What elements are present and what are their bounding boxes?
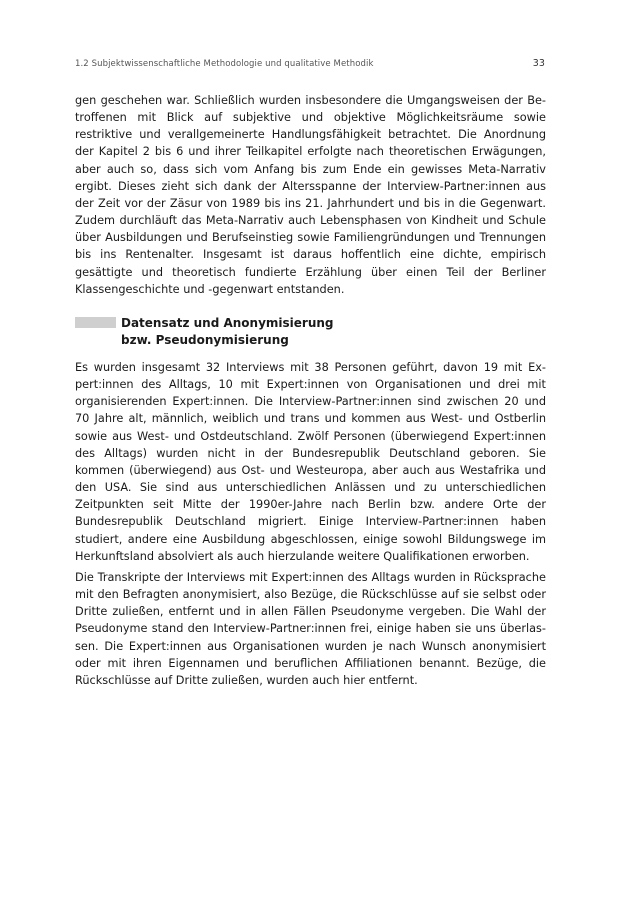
running-title: 1.2 Subjektwissenschaftliche Methodologie und qualitative Methodik — [75, 59, 374, 69]
section-title-line-1: Datensatz und Anonymisierung — [121, 316, 334, 330]
section-title-line-2: bzw. Pseudonymisierung — [121, 333, 289, 347]
section-title — [121, 315, 334, 349]
running-header — [75, 59, 545, 69]
section-marker-bar — [75, 317, 116, 328]
paragraph-dataset: Es wurden insgesamt 32 Interviews mit 38 Personen geführt, davon 19 mit Expert:innen des Alltags, 10 mit Expert:innen von Organisationen und drei mit organisierenden Expert:innen. Die Interview-Partner:innen sind zwischen 20 und 70 Jahre alt, männlich, weiblich und trans und kommen aus West- und Ostberlin sowie aus West- und Ostdeutschland. Zwölf Personen (überwiegend Expert:innen des Alltags) wurden nicht in der Bundesrepublik Deutschland geboren. Sie kommen (überwiegend) aus Ost- und Westeuropa, aber auch aus Westafrika und den USA. Sie sind aus unterschiedlichen Anlässen und zu unterschiedlichen Zeitpunkten seit Mitte der 1990er-Jahre nach Berlin bzw. andere Orte der Bundesrepublik Deutschland migriert. Einige Interview-Partner:innen haben studiert, andere eine Ausbildung abgeschlossen, einige sowohl Bildungswege im Herkunftsland absolviert als auch hierzulande weitere Qualifikationen erworben. — [75, 361, 546, 563]
paragraph-anonymization: Die Transkripte der Interviews mit Expert:innen des Alltags wurden in Rücksprache mit den Befragten anonymisiert, also Bezüge, die Rückschlüsse auf sie selbst oder Dritte zuließen, entfernt und in allen Fällen Pseudonyme vergeben. Die Wahl der Pseudonyme stand den Interview-Partner:innen frei, einige haben sie uns überlassen. Die Expert:innen aus Organisationen wurden je nach Wunsch anonymisiert oder mit ihren Eigennamen und beruflichen Affiliationen benannt. Bezüge, die Rückschlüsse auf Dritte zuließen, wurden auch hier entfernt. — [75, 571, 546, 687]
page-number: 33 — [532, 58, 545, 69]
paragraph-intro: gen geschehen war. Schließlich wurden insbesondere die Umgangsweisen der Betroffenen mit Blick auf subjektive und objektive Möglichkeitsräume sowie restriktive und verallgemeinerte Handlungsfähigkeit betrachtet. Die Anordnung der Kapitel 2 bis 6 und ihrer Teilkapitel erfolgte nach theoretischen Erwägungen, aber auch so, dass sich vom Anfang bis zum Ende ein gewisses Meta-Narrativ ergibt. Dieses zieht sich dank der Altersspanne der Interview-Partner:innen aus der Zeit vor der Zäsur von 1989 bis ins 21. Jahrhundert und bis in die Gegenwart. Zudem durchläuft das Meta-Narrativ auch Lebensphasen von Kindheit und Schule über Ausbildungen und Berufseinstieg sowie Familiengründungen und Trennungen bis ins Rentenalter. Insgesamt ist daraus hoffentlich eine dichte, empirisch gesättigte und theoretisch fundierte Erzählung über einen Teil der Berliner Klassengeschichte und -gegenwart entstanden. — [75, 94, 546, 296]
